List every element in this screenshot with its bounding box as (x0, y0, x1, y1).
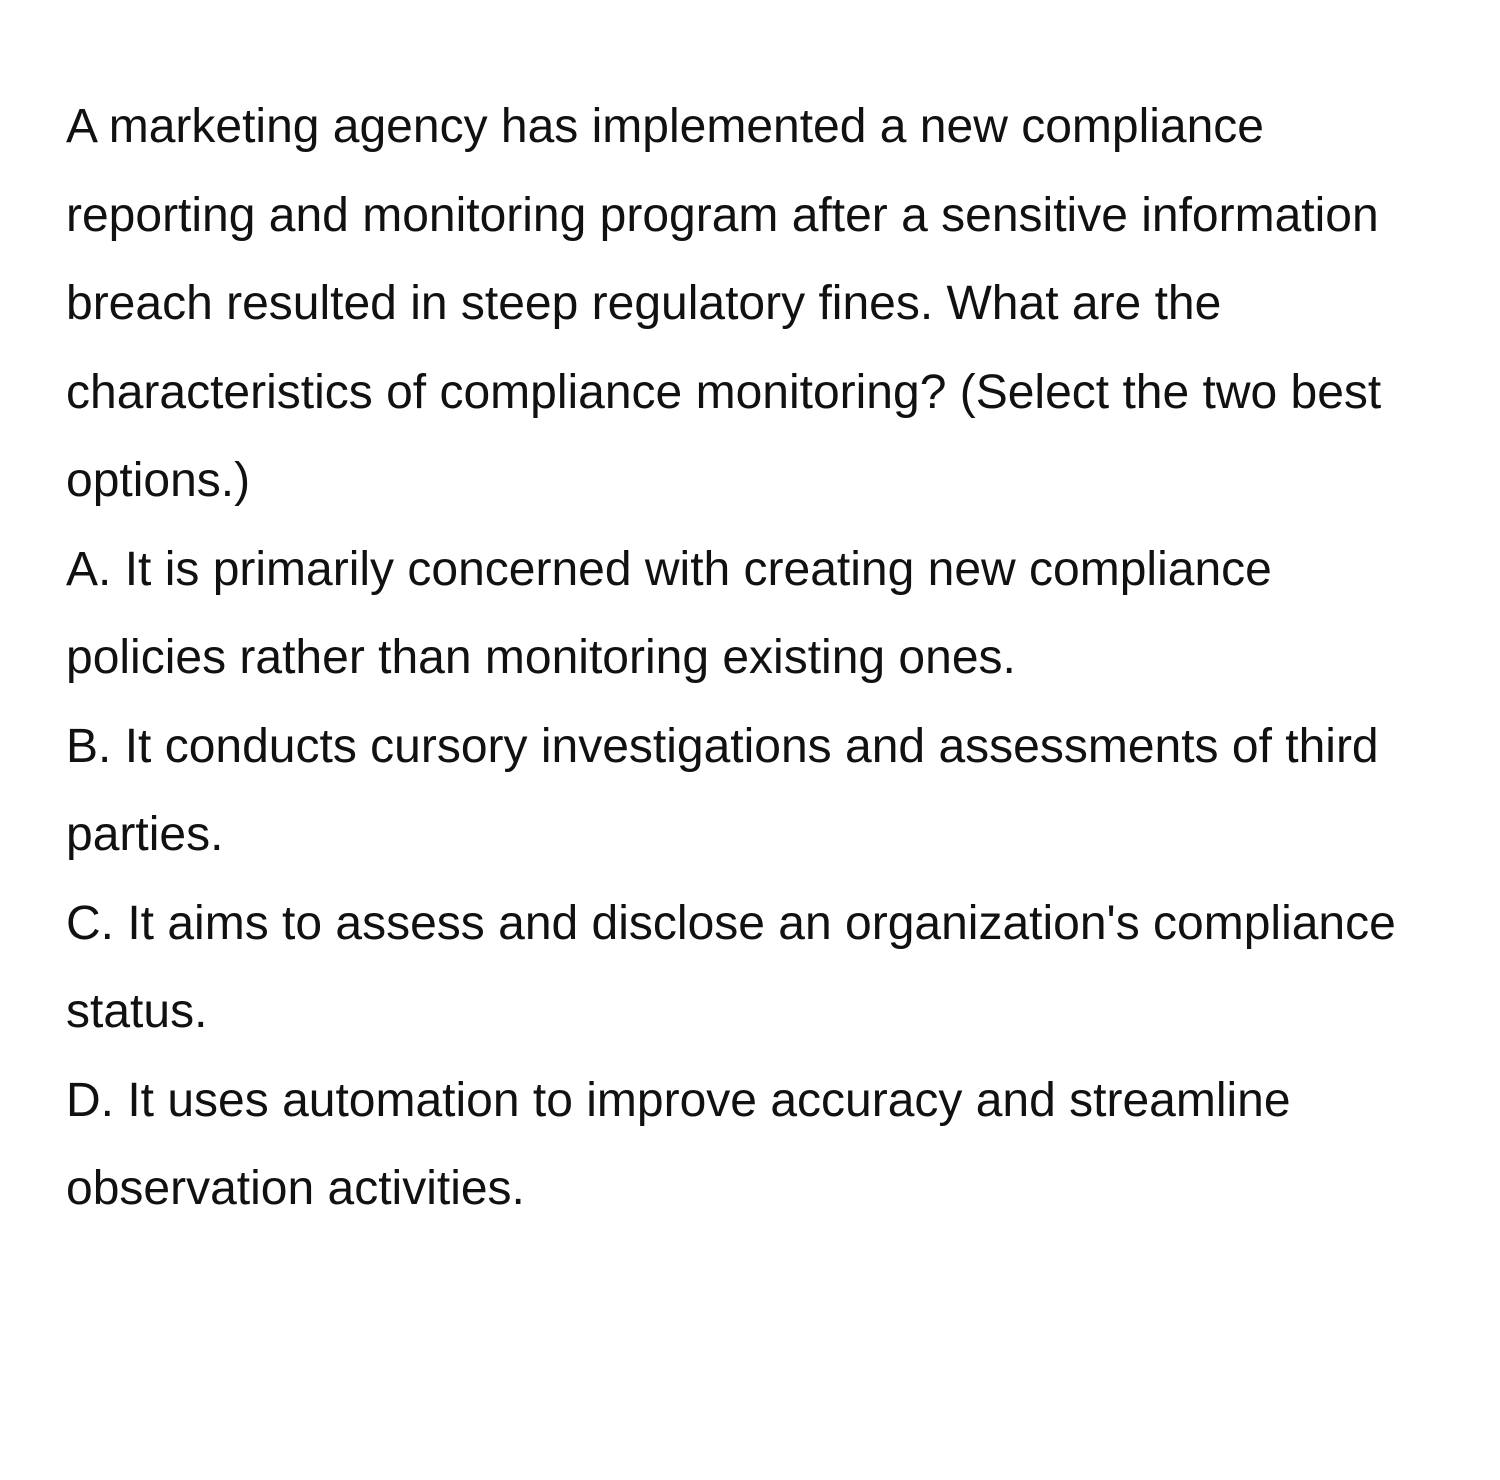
question-text: A marketing agency has implemented a new compliance reporting and monitoring program after a sensitive information breach resulted in steep regulatory fines. What are the characteristics of compliance monitoring? (Select the two best options.) (66, 100, 1382, 507)
option-a: A. It is primarily concerned with creating new compliance policies rather than monitoring existing ones. (66, 542, 1272, 684)
option-b: B. It conducts cursory investigations and assessments of third parties. (66, 719, 1379, 861)
option-d: D. It uses automation to improve accuracy and streamline observation activities. (66, 1073, 1291, 1215)
option-c: C. It aims to assess and disclose an organization's compliance status. (66, 896, 1396, 1038)
